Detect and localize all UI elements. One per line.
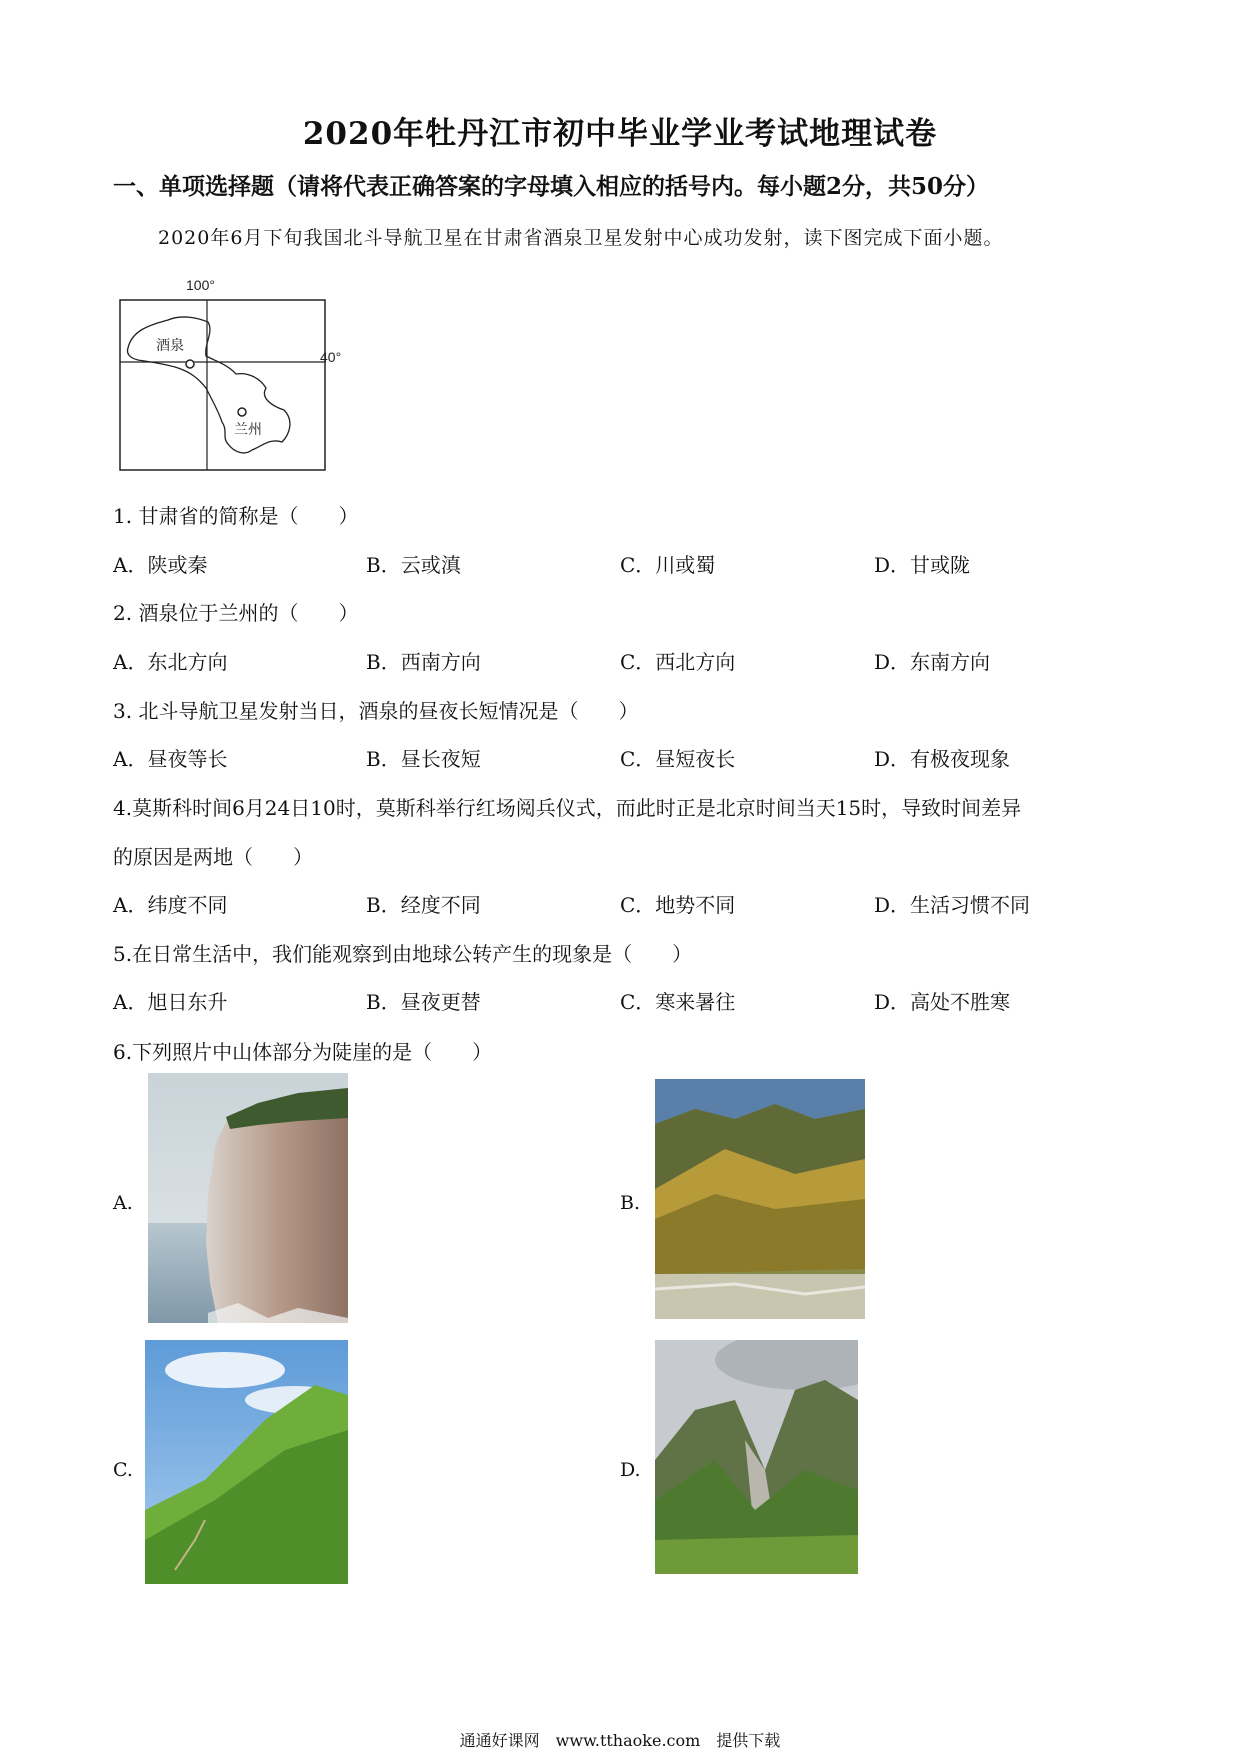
question-2: 2. 酒泉位于兰州的（ ） [113,601,359,625]
question-6: 6.下列照片中山体部分为陡崖的是（ ） [113,1040,493,1064]
picture-label-c: C. [113,1459,133,1481]
q5-option-b: B．昼夜更替 [366,990,481,1014]
photo-cliff-coast [148,1073,348,1323]
q5-option-d: D．高处不胜寒 [874,990,1011,1014]
longitude-label: 100° [186,277,215,293]
question-intro: 2020年6月下旬我国北斗导航卫星在甘肃省酒泉卫星发射中心成功发射，读下图完成下面小题。 [158,227,1004,249]
photo-rolling-mountains [655,1079,865,1319]
picture-label-d: D. [620,1459,641,1481]
q3-option-a: A．昼夜等长 [113,747,228,771]
page-title: 2020年牡丹江市初中毕业学业考试地理试卷 [302,116,938,152]
latitude-label: 40° [320,349,342,365]
q2-option-c: C．西北方向 [620,650,736,674]
q3-option-d: D．有极夜现象 [874,747,1011,771]
question-4: 4.莫斯科时间6月24日10时，莫斯科举行红场阅兵仪式，而此时正是北京时间当天15时，导致时间差异 [113,796,1022,820]
picture-label-a: A. [113,1192,133,1214]
q2-option-b: B．西南方向 [366,650,481,674]
picture-label-b: B. [620,1192,641,1214]
q5-option-c: C．寒来暑往 [620,990,736,1014]
q2-option-a: A．东北方向 [113,650,228,674]
q2-option-d: D．东南方向 [874,650,991,674]
city-label-jiuquan: 酒泉 [156,337,184,353]
photo-green-ridge [145,1340,348,1584]
q4-option-b: B．经度不同 [366,893,481,917]
q4-option-a: A．纬度不同 [113,893,228,917]
q4-option-c: C．地势不同 [620,893,736,917]
gansu-outline [127,317,289,453]
q4-option-d: D．生活习惯不同 [874,893,1031,917]
q5-option-a: A．旭日东升 [113,990,228,1014]
gansu-map [110,270,370,480]
question-3: 3. 北斗导航卫星发射当日，酒泉的昼夜长短情况是（ ） [113,699,639,723]
question-1: 1. 甘肃省的简称是（ ） [113,504,359,528]
q3-option-c: C．昼短夜长 [620,747,736,771]
photo-rocky-peaks [655,1340,858,1574]
section-heading: 一、单项选择题（请将代表正确答案的字母填入相应的括号内。每小题2分，共50分） [113,173,990,200]
question-5: 5.在日常生活中，我们能观察到由地球公转产生的现象是（ ） [113,942,693,966]
q1-option-d: D．甘或陇 [874,553,971,577]
footer-credit: 通通好课网 www.tthaoke.com 提供下载 [459,1731,781,1750]
question-4-continued: 的原因是两地（ ） [113,845,313,869]
q1-option-c: C．川或蜀 [620,553,716,577]
city-label-lanzhou: 兰州 [234,421,262,437]
q1-option-a: A．陕或秦 [113,553,208,577]
q3-option-b: B．昼长夜短 [366,747,481,771]
q1-option-b: B．云或滇 [366,553,461,577]
